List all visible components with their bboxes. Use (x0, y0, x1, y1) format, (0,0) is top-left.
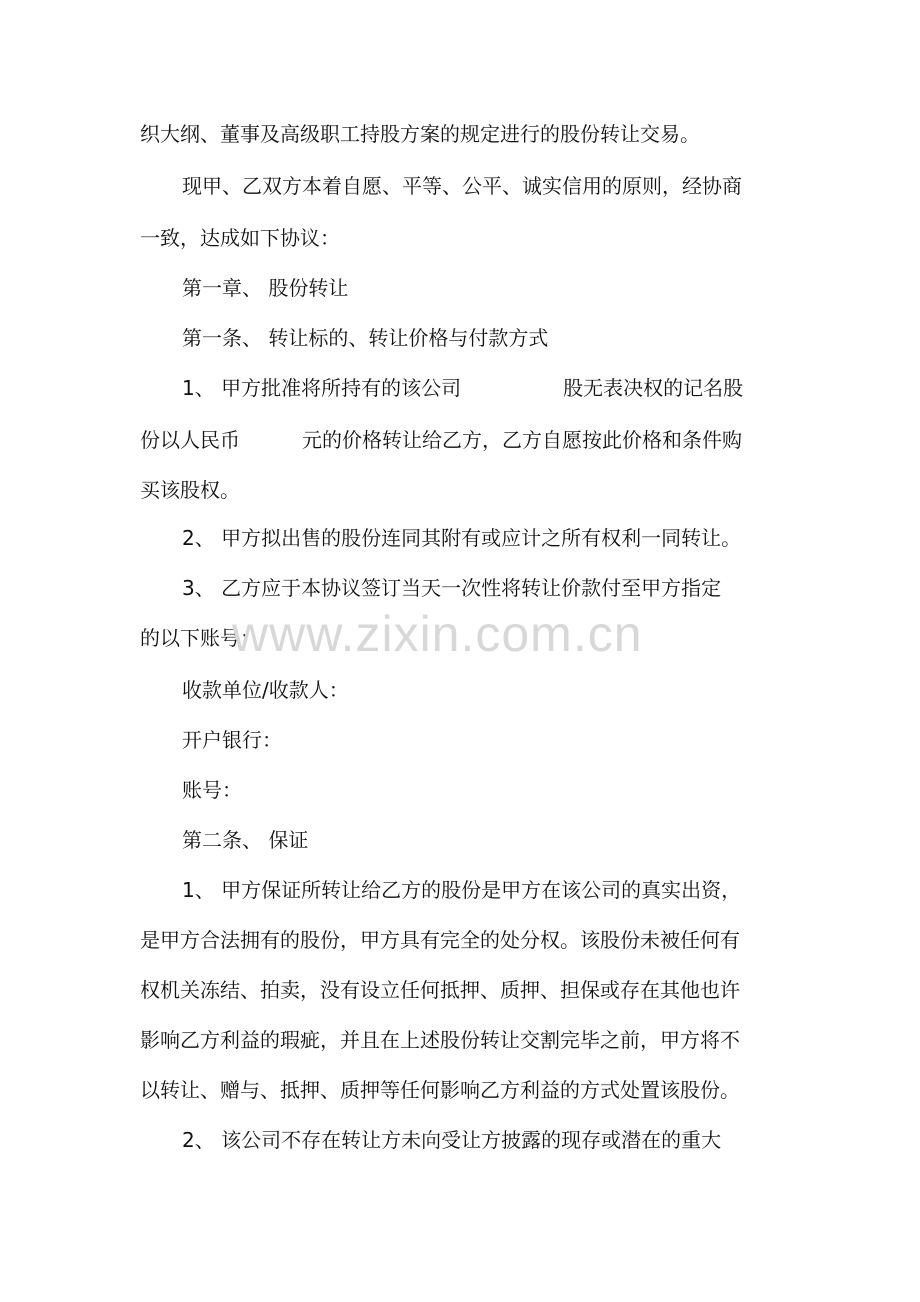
article-heading: 第一条、 转让标的、转让价格与付款方式 (182, 326, 549, 350)
text-line: 影响乙方利益的瑕疵，并且在上述股份转让交割完毕之前，甲方将不 (140, 1028, 740, 1052)
text-segment: 元的价格转让给乙方，乙方自愿按此价格和条件购 (302, 428, 742, 452)
text-line: 2、 该公司不存在转让方未向受让方披露的现存或潜在的重大 (182, 1128, 722, 1152)
text-line: 3、 乙方应于本协议签订当天一次性将转让价款付至甲方指定 (182, 576, 722, 600)
article-heading: 第二条、 保证 (182, 828, 309, 852)
text-line: 是甲方合法拥有的股份，甲方具有完全的处分权。该股份未被任何有 (140, 928, 740, 952)
text-line: 的以下账号： (140, 626, 260, 650)
text-segment: 1、 甲方批准将所持有的该公司 (182, 376, 462, 400)
watermark: www.zixin.com.cn (232, 606, 643, 662)
text-line: 2、 甲方拟出售的股份连同其附有或应计之所有权利一同转让。 (182, 526, 742, 550)
text-line: 开户银行： (182, 728, 282, 752)
text-line: 买该股权。 (140, 478, 240, 502)
text-line: 织大纲、董事及高级职工持股方案的规定进行的股份转让交易。 (140, 122, 700, 146)
chapter-heading: 第一章、 股份转让 (182, 276, 349, 300)
text-line: 权机关冻结、拍卖，没有设立任何抵押、质押、担保或存在其他也许 (140, 978, 740, 1002)
text-segment: 股无表决权的记名股 (563, 376, 744, 400)
text-line (182, 374, 743, 402)
text-line: 现甲、乙双方本着自愿、平等、公平、诚实信用的原则，经协商 (182, 174, 742, 198)
text-line: 账号： (182, 778, 242, 802)
text-segment: 份以人民币 (140, 428, 240, 452)
text-line: 收款单位/收款人： (182, 678, 349, 702)
text-line: 以转让、赠与、抵押、质押等任何影响乙方利益的方式处置该股份。 (140, 1078, 740, 1102)
text-line (140, 426, 742, 454)
text-line: 一致，达成如下协议： (140, 226, 340, 250)
text-line: 1、 甲方保证所转让给乙方的股份是甲方在该公司的真实出资， (182, 878, 742, 902)
